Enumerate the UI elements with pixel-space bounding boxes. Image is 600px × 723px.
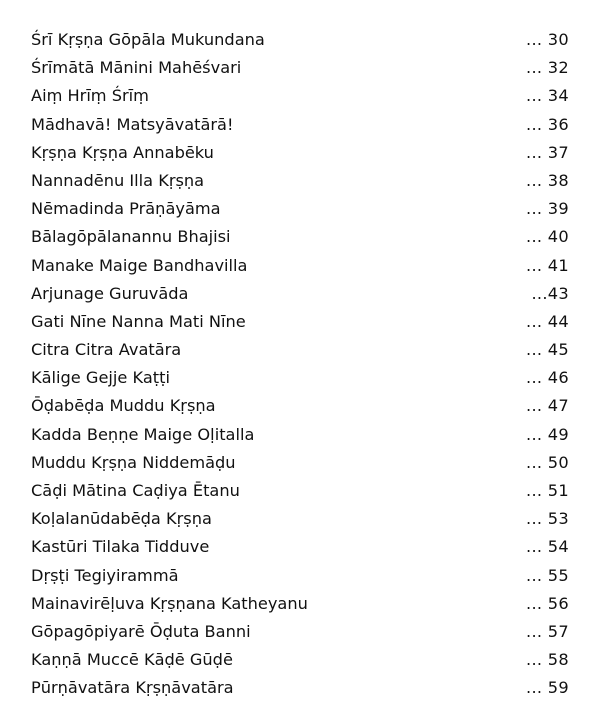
entry-title: Mādhavā! Matsyāvatārā! — [31, 114, 234, 134]
entry-page-number: ... 30 — [526, 30, 569, 49]
entry-page-number: ... 36 — [526, 114, 569, 134]
entry-title: Kastūri Tilaka Tidduve — [31, 537, 210, 557]
entry-title: Gati Nīne Nanna Mati Nīne — [31, 311, 246, 331]
entry-title: Aiṃ Hrīṃ Śrīṃ — [31, 86, 149, 106]
toc-entry — [31, 26, 569, 54]
entry-page-number: ... 38 — [526, 170, 569, 190]
toc-entry — [31, 308, 569, 336]
toc-entry — [31, 392, 569, 420]
entry-page-number: ... 58 — [526, 650, 569, 670]
toc-entry — [31, 562, 569, 590]
entry-title: Manake Maige Bandhavilla — [31, 255, 248, 275]
toc-entry — [31, 533, 569, 561]
entry-page-number: ... 44 — [526, 311, 569, 331]
entry-title: Nannadēnu Illa Kṛṣṇa — [31, 170, 205, 190]
entry-title: Dṛṣṭi Tegiyirammā — [31, 565, 179, 585]
toc-entry — [31, 223, 569, 251]
entry-title: Arjunage Guruvāda — [31, 283, 189, 303]
entry-page-number: ... 32 — [526, 58, 569, 78]
entry-page-number: ... 46 — [526, 368, 569, 388]
toc-entry — [31, 54, 569, 82]
entry-page-number: ... 50 — [526, 452, 569, 472]
entry-page-number: ... 45 — [526, 340, 569, 360]
entry-page-number: ... 55 — [526, 565, 569, 585]
entry-title: Ōḍabēḍa Muddu Kṛṣṇa — [31, 396, 216, 416]
entry-title: Śrīmātā Mānini Mahēśvari — [31, 58, 242, 78]
entry-title: Kadda Beṇṇe Maige Oḷitalla — [31, 424, 255, 444]
entry-page-number: ... 39 — [526, 199, 569, 219]
toc-entry — [31, 336, 569, 364]
entry-title: Pūrṇāvatāra Kṛṣṇāvatāra — [31, 678, 234, 698]
toc-entry — [31, 618, 569, 646]
entry-title: Cāḍi Mātina Caḍiya Ētanu — [31, 481, 240, 500]
toc-entry — [31, 139, 569, 167]
entry-title: Mainavirēḷuva Kṛṣṇana Katheyanu — [31, 593, 308, 613]
entry-title: Koḷalanūdabēḍa Kṛṣṇa — [31, 509, 212, 529]
toc-entry — [31, 449, 569, 477]
entry-page-number: ... 47 — [526, 396, 569, 416]
toc-entry — [31, 364, 569, 392]
toc-entry — [31, 477, 569, 505]
entry-title: Nēmadinda Prāṇāyāma — [31, 199, 221, 219]
entry-title: Kaṇṇā Muccē Kāḍē Gūḍē — [31, 650, 233, 670]
entry-title: Citra Citra Avatāra — [31, 340, 182, 360]
toc-entry — [31, 280, 569, 308]
entry-page-number: ... 40 — [526, 227, 569, 247]
entry-page-number: ... 37 — [526, 142, 569, 162]
entry-page-number: ... 41 — [526, 255, 569, 275]
toc-entry — [31, 167, 569, 195]
entry-page-number: ... 53 — [526, 509, 569, 529]
entry-page-number: ... 49 — [526, 424, 569, 444]
entry-title: Kṛṣṇa Kṛṣṇa Annabēku — [31, 142, 214, 162]
entry-title: Kālige Gejje Kaṭṭi — [31, 368, 170, 388]
entry-page-number: ... 34 — [526, 86, 569, 106]
entry-page-number: ... 57 — [526, 621, 569, 641]
entry-page-number: ... 59 — [526, 678, 569, 698]
entry-title: Muddu Kṛṣṇa Niddemāḍu — [31, 452, 236, 472]
toc-entry — [31, 252, 569, 280]
toc-entry — [31, 82, 569, 110]
toc-entry — [31, 505, 569, 533]
entry-title: Śrī Kṛṣṇa Gōpāla Mukundana — [31, 30, 265, 49]
table-of-contents — [31, 26, 569, 703]
entry-title: Gōpagōpiyarē Ōḍuta Banni — [31, 621, 251, 641]
toc-entry — [31, 421, 569, 449]
toc-entry — [31, 111, 569, 139]
toc-entry — [31, 590, 569, 618]
entry-page-number: ... 54 — [526, 537, 569, 557]
entry-title: Bālagōpālanannu Bhajisi — [31, 227, 231, 247]
toc-entry — [31, 195, 569, 223]
entry-page-number: ... 51 — [526, 481, 569, 500]
toc-entry — [31, 646, 569, 674]
entry-page-number: ... 56 — [526, 593, 569, 613]
toc-entry — [31, 674, 569, 702]
entry-page-number: ...43 — [531, 283, 569, 303]
